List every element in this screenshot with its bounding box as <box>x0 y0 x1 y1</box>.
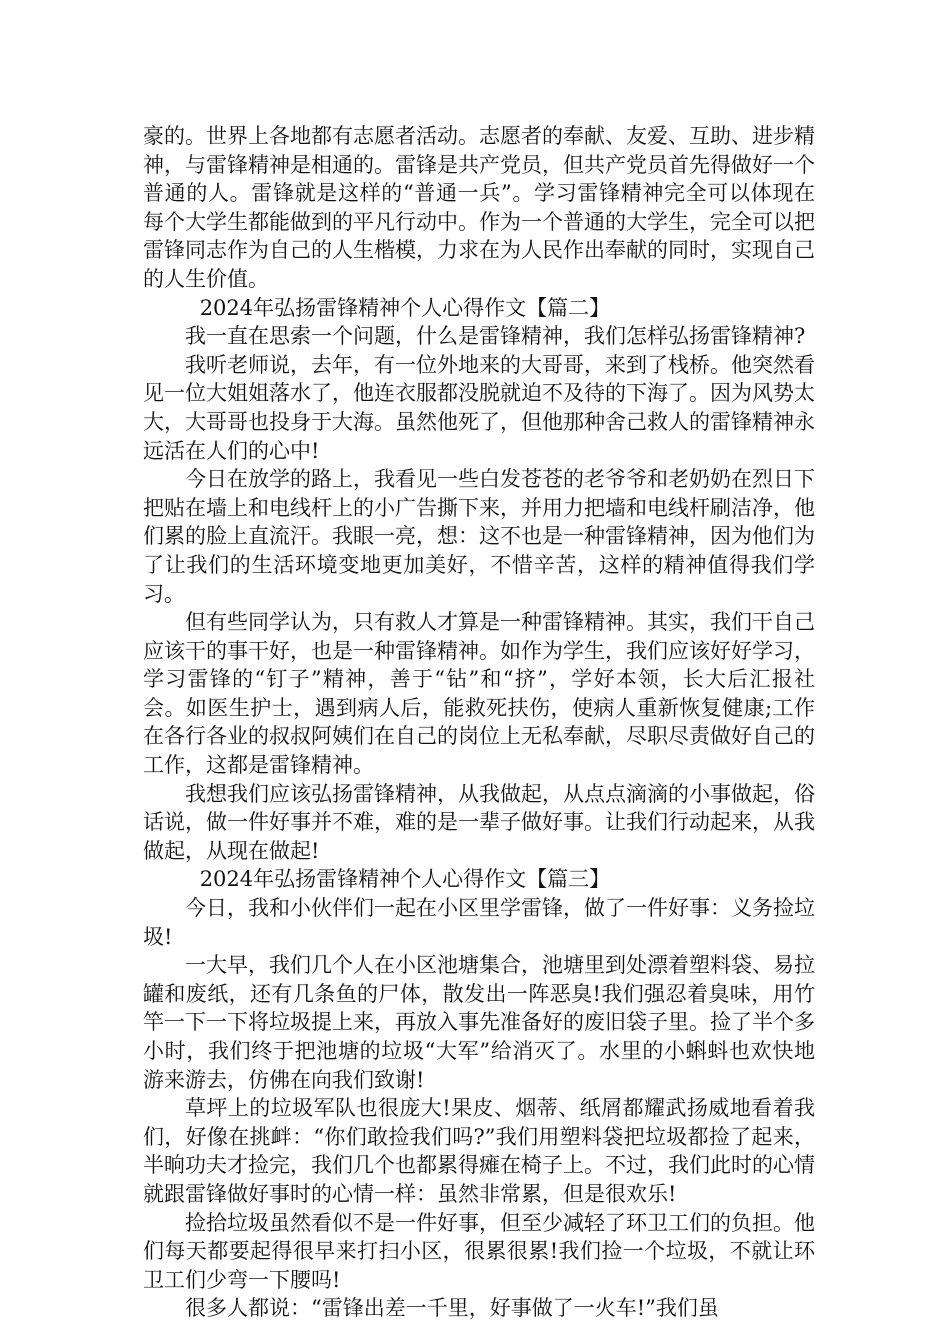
continuation-paragraph: 豪的。世界上各地都有志愿者活动。志愿者的奉献、友爱、互助、进步精神，与雷锋精神是相通的。雷锋是共产党员，但共产党员首先得做好一个普通的人。雷锋就是这样的“普通一兵”。学习雷锋精神完全可以体现在每个大学生都能做到的平凡行动中。作为一个普通的大学生，完全可以把雷锋同志作为自己的人生楷模，力求在为人民作出奉献的同时，实现自己的人生价值。 <box>143 124 815 291</box>
paragraph: 我想我们应该弘扬雷锋精神，从我做起，从点点滴滴的小事做起，俗话说，做一件好事并不难，难的是一辈子做好事。让我们行动起来，从我做起，从现在做起! <box>143 781 815 863</box>
paragraph: 我一直在思索一个问题，什么是雷锋精神，我们怎样弘扬雷锋精神? <box>185 324 806 349</box>
paragraph: 我听老师说，去年，有一位外地来的大哥哥，来到了栈桥。他突然看见一位大姐姐落水了，他连衣服都没脱就迫不及待的下海了。因为风势太大，大哥哥也投身于大海。虽然他死了，但他那种舍己救人的雷锋精神永远活在人们的心中! <box>143 352 815 463</box>
section-heading-part-two: 2024年弘扬雷锋精神个人心得作文【篇二】 <box>199 295 611 320</box>
paragraph: 今日，我和小伙伴们一起在小区里学雷锋，做了一件好事：义务捡垃圾! <box>143 896 815 949</box>
section-heading-part-three: 2024年弘扬雷锋精神个人心得作文【篇三】 <box>199 867 611 892</box>
paragraph: 很多人都说：“雷锋出差一千里，好事做了一火车!”我们虽 <box>185 1296 719 1321</box>
paragraph: 捡拾垃圾虽然看似不是一件好事，但至少减轻了环卫工们的负担。他们每天都要起得很早来打扫小区，很累很累!我们捡一个垃圾，不就让环卫工们少弯一下腰吗! <box>143 1210 815 1292</box>
paragraph: 草坪上的垃圾军队也很庞大!果皮、烟蒂、纸屑都耀武扬威地看着我们，好像在挑衅：“你们敢捡我们吗?”我们用塑料袋把垃圾都捡了起来，半晌功夫才捡完，我们几个也都累得瘫在椅子上。不过，我们此时的心情就跟雷锋做好事时的心情一样：虽然非常累，但是很欢乐! <box>143 1096 815 1206</box>
paragraph: 但有些同学认为，只有救人才算是一种雷锋精神。其实，我们干自己应该干的事干好，也是一种雷锋精神。如作为学生，我们应该好好学习，学习雷锋的“钉子”精神，善于“钻”和“挤”，学好本领，长大后汇报社会。如医生护士，遇到病人后，能救死扶伤，使病人重新恢复健康;工作在各行各业的叔叔阿姨们在自己的岗位上无私奉献，尽职尽责做好自己的工作，这都是雷锋精神。 <box>143 610 815 778</box>
paragraph: 一大早，我们几个人在小区池塘集合，池塘里到处漂着塑料袋、易拉罐和废纸，还有几条鱼的尸体，散发出一阵恶臭!我们强忍着臭味，用竹竿一下一下将垃圾提上来，再放入事先准备好的废旧袋子里。捡了半个多小时，我们终于把池塘的垃圾“大军”给消灭了。水里的小蝌蚪也欢快地游来游去，仿佛在向我们致谢! <box>143 953 815 1092</box>
paragraph: 今日在放学的路上，我看见一些白发苍苍的老爷爷和老奶奶在烈日下把贴在墙上和电线杆上的小广告撕下来，并用力把墙和电线杆刷洁净，他们累的脸上直流汗。我眼一亮，想：这不也是一种雷锋精神，因为他们为了让我们的生活环境变地更加美好，不惜辛苦，这样的精神值得我们学习。 <box>143 467 815 606</box>
document-page <box>143 122 815 1323</box>
